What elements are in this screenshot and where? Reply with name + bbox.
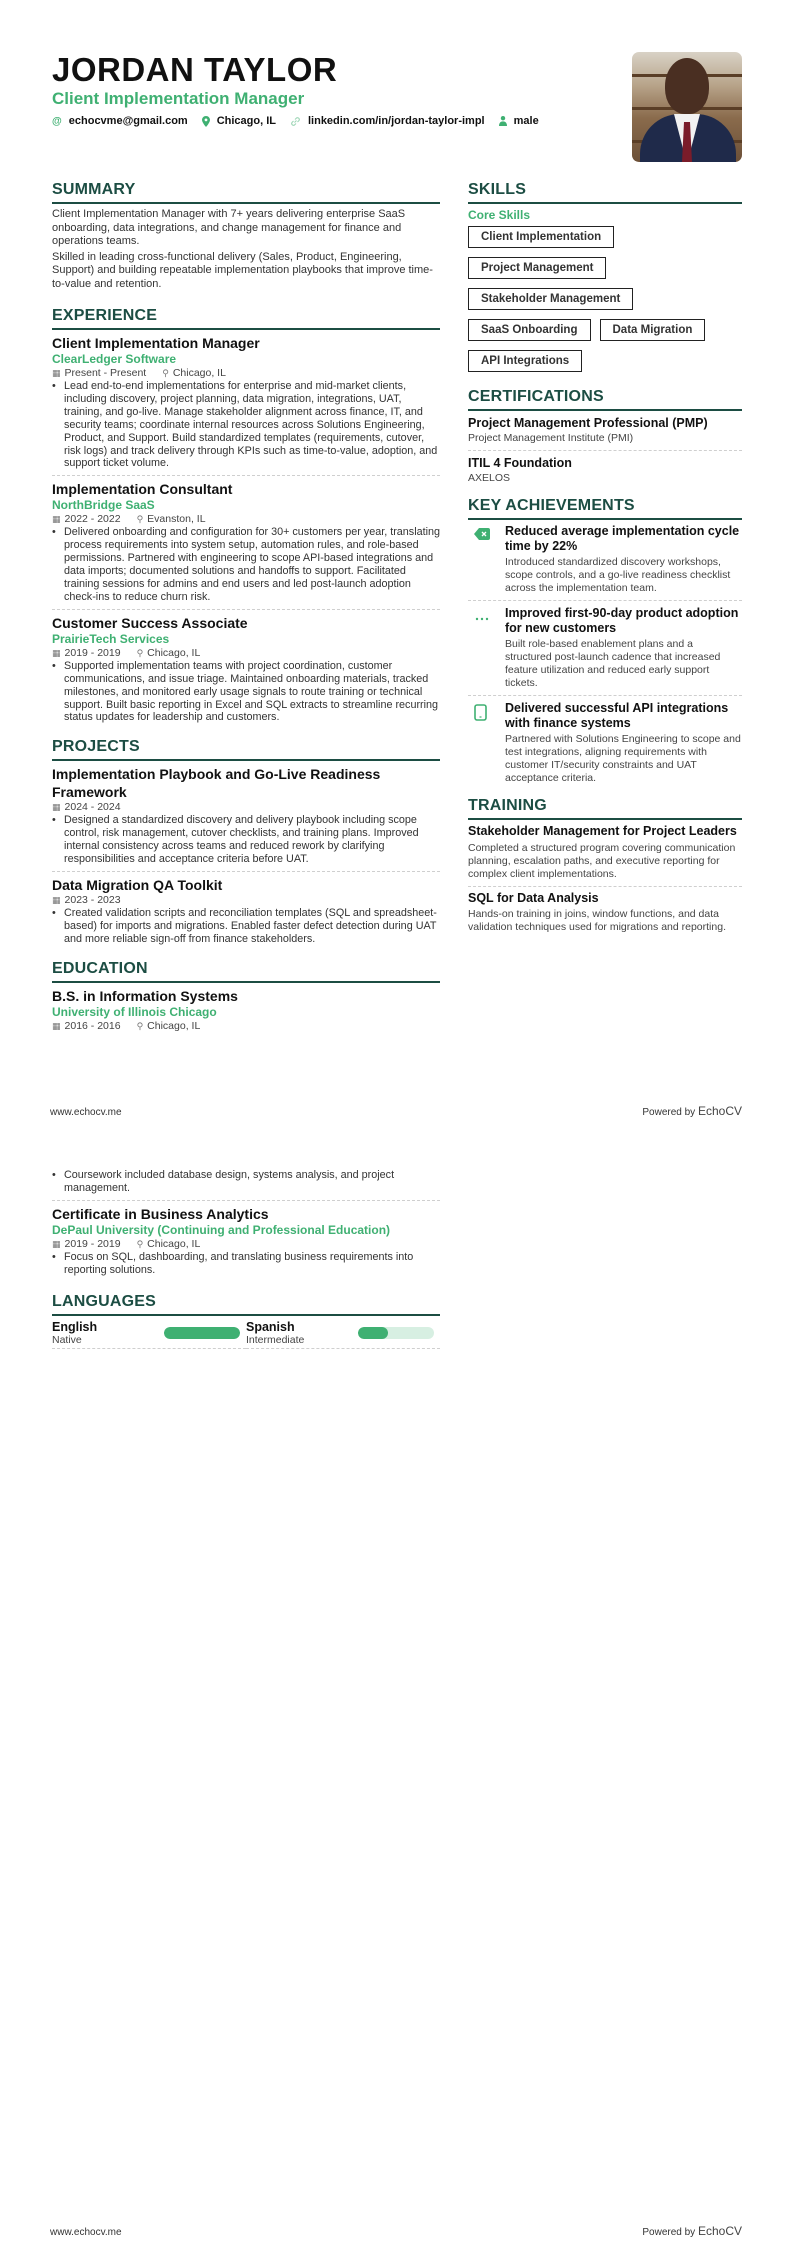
map-pin-icon: ⚲ xyxy=(136,647,144,658)
location: Chicago, IL xyxy=(172,367,226,379)
proficiency-bar xyxy=(164,1327,240,1339)
page-footer xyxy=(50,1104,742,1118)
section-heading: TRAINING xyxy=(468,796,742,820)
language-name: English xyxy=(52,1319,98,1334)
powered-prefix: Powered by xyxy=(642,2227,696,2238)
bullet-item: • Focus on SQL, dashboarding, and translating business requirements into reporting solutions. xyxy=(52,1251,440,1277)
bullet-item: • Lead end-to-end implementations for enterprise and mid-market clients, including discovery, project planning, data migration, integrations, UAT, training, and go-live. Manage stakeholder alignment across finance, IT, and security teams; coordinate internal resources across Solutions Engineering, Product, and Support. Build standardized templates (requirements, cutover, risk logs) and track delivery through KPIs such as time-to-value, adoption, and support ticket volume. xyxy=(52,380,440,470)
at-icon: @ xyxy=(52,115,62,127)
powered-prefix: Powered by xyxy=(642,1107,696,1118)
left-column-continued xyxy=(52,1169,440,1349)
resume-page-2 xyxy=(0,1123,794,2246)
date-range: 2016 - 2016 xyxy=(64,1019,121,1032)
skills-section xyxy=(468,180,742,381)
job-role: Implementation Consultant xyxy=(52,481,233,498)
language-level: Native xyxy=(52,1333,82,1346)
bullet-text: Designed a standardized discovery and delivery playbook including scope control, risk management, cutover checklists, and training plans. Improved internal consistency across teams and reduced rework by clarifying responsibilities and acceptance criteria before UAT. xyxy=(64,814,419,866)
language-item xyxy=(246,1320,440,1349)
brand-name: EchoCV xyxy=(697,1104,742,1118)
calendar-icon: ▦ xyxy=(52,368,61,378)
candidate-title: Client Implementation Manager xyxy=(52,89,305,108)
bullet-item: • Coursework included database design, systems analysis, and project management. xyxy=(52,1169,440,1195)
page-footer xyxy=(50,2224,742,2238)
training-section xyxy=(468,796,742,939)
footer-powered-by xyxy=(642,1104,742,1118)
experience-entry xyxy=(52,614,440,730)
achievement-item xyxy=(468,606,742,696)
profile-photo xyxy=(632,52,742,162)
ellipsis-icon xyxy=(468,606,505,690)
achievement-title: Delivered successful API integrations with finance systems xyxy=(505,701,729,730)
company-name: NorthBridge SaaS xyxy=(52,498,155,513)
experience-entry xyxy=(52,480,440,609)
languages-section xyxy=(52,1292,440,1349)
location: Chicago, IL xyxy=(147,646,201,659)
map-pin-icon: ⚲ xyxy=(136,514,144,525)
proficiency-fill xyxy=(358,1327,388,1339)
skill-tag: Client Implementation xyxy=(468,226,614,248)
contact-row xyxy=(52,115,612,127)
school-name: DePaul University (Continuing and Professional Education) xyxy=(52,1222,391,1237)
bullet-item: • Created validation scripts and reconciliation templates (SQL and spreadsheet-based) for imports and migrations. Enabled faster defect detection during UAT and more reliable sign-off from finance stakeholders. xyxy=(52,907,440,946)
map-pin-icon xyxy=(202,116,210,127)
map-pin-icon: ⚲ xyxy=(162,368,169,378)
company-name: ClearLedger Software xyxy=(52,352,177,366)
education-entry xyxy=(52,1205,440,1282)
experience-entry xyxy=(52,334,440,476)
calendar-icon: ▦ xyxy=(52,514,61,525)
certification-entry xyxy=(468,455,742,490)
company-name: PrairieTech Services xyxy=(52,631,170,646)
calendar-icon: ▦ xyxy=(52,802,61,813)
skills-group-title: Core Skills xyxy=(468,208,531,222)
proficiency-fill xyxy=(164,1327,240,1339)
job-role: Customer Success Associate xyxy=(52,614,248,631)
training-desc: Completed a structured program covering communication planning, escalation paths, and executive reporting for complex client implementations. xyxy=(468,841,736,880)
entry-meta xyxy=(52,894,440,907)
contact-email[interactable] xyxy=(52,115,188,127)
training-desc: Hands-on training in joins, window functions, and data validation techniques used for migrations and reporting. xyxy=(468,908,726,933)
section-heading: EDUCATION xyxy=(52,959,440,983)
achievement-item xyxy=(468,524,742,601)
candidate-name: JORDAN TAYLOR xyxy=(52,51,338,88)
projects-section xyxy=(52,737,440,950)
email-text: echocvme@gmail.com xyxy=(68,115,188,127)
entry-meta xyxy=(52,801,440,814)
bullet-text: Created validation scripts and reconciliation templates (SQL and spreadsheet-based) for imports and migrations. Enabled faster defect detection during UAT and more reliable sign-off from finance stakeholders. xyxy=(64,906,437,945)
training-entry xyxy=(468,891,742,940)
left-column xyxy=(52,180,440,1042)
bullet-item: • Delivered onboarding and configuration for 30+ customers per year, translating process requirements into system setup, automation rules, and role-based permissions. Partnered with engineering to scope API-based integrations and data imports; documented solutions and handoffs to support. Facilitated training sessions for admins and end users and led post-launch adoption check-ins to reduce churn risk. xyxy=(52,526,441,603)
language-list xyxy=(52,1320,440,1349)
bullet-item: • Designed a standardized discovery and delivery playbook including scope control, risk management, cutover checklists, and training plans. Improved internal consistency across teams and reduced rework by clarifying responsibilities and acceptance criteria before UAT. xyxy=(52,814,440,866)
skill-tag: API Integrations xyxy=(468,350,582,372)
bullet-text: Coursework included database design, systems analysis, and project management. xyxy=(64,1169,395,1194)
resume-header xyxy=(52,52,612,127)
bullet-text: Focus on SQL, dashboarding, and translating business requirements into reporting solutions. xyxy=(64,1250,414,1276)
backspace-icon xyxy=(468,524,505,595)
training-title: Stakeholder Management for Project Leaders xyxy=(468,824,737,838)
section-heading: PROJECTS xyxy=(52,737,440,761)
location-text: Chicago, IL xyxy=(216,115,276,127)
entry-meta xyxy=(52,513,440,526)
location: Evanston, IL xyxy=(147,513,206,526)
achievement-desc: Built role-based enablement plans and a structured post-launch cadence that increased feature utilization and reduced early support tickets. xyxy=(505,638,721,689)
section-heading: SKILLS xyxy=(468,180,742,204)
certification-name: ITIL 4 Foundation xyxy=(468,456,572,470)
bullet-text: Delivered onboarding and configuration for 30+ customers per year, translating process requirements into system setup, automation rules, and role-based permissions. Partnered with engineering to scope API-based integrations and data imports; documented solutions and handoffs to support. Facilitated training sessions for admins and end users and led post-launch adoption check-ins to reduce churn risk. xyxy=(64,526,441,603)
training-entry xyxy=(468,824,742,887)
date-range: 2024 - 2024 xyxy=(64,801,121,814)
achievement-title: Improved first-90-day product adoption for new customers xyxy=(505,606,739,635)
entry-meta xyxy=(52,1020,440,1033)
achievement-desc: Partnered with Solutions Engineering to scope and test integrations, aligning requirements with customer IT/security constraints and UAT acceptance criteria. xyxy=(505,733,741,784)
education-section xyxy=(52,959,440,1038)
skill-tag: SaaS Onboarding xyxy=(468,319,591,341)
achievement-title: Reduced average implementation cycle time by 22% xyxy=(505,524,740,553)
education-entry-continued xyxy=(52,1169,440,1201)
training-title: SQL for Data Analysis xyxy=(468,890,599,905)
skill-tag: Project Management xyxy=(468,257,606,279)
date-range: 2022 - 2022 xyxy=(64,513,121,526)
project-entry xyxy=(52,765,440,872)
achievements-section xyxy=(468,496,742,790)
brand-name: EchoCV xyxy=(697,2224,742,2238)
summary-paragraph: Skilled in leading cross-functional delivery (Sales, Product, Engineering, Support) and building repeatable implementation playbooks that improve time-to-value and retention. xyxy=(52,250,433,290)
skill-tag: Stakeholder Management xyxy=(468,288,633,310)
entry-meta xyxy=(52,1238,440,1251)
date-range: 2019 - 2019 xyxy=(64,646,121,659)
degree: B.S. in Information Systems xyxy=(52,987,238,1004)
user-icon xyxy=(499,116,507,126)
certification-issuer: AXELOS xyxy=(468,472,511,484)
calendar-icon: ▦ xyxy=(52,1238,61,1249)
certification-entry xyxy=(468,415,742,451)
language-name: Spanish xyxy=(246,1319,295,1334)
section-heading: EXPERIENCE xyxy=(52,306,440,330)
certification-issuer: Project Management Institute (PMI) xyxy=(468,432,634,444)
skill-tag: Data Migration xyxy=(600,319,706,341)
summary-section xyxy=(52,180,440,291)
contact-gender xyxy=(499,115,539,127)
map-pin-icon: ⚲ xyxy=(136,1020,144,1031)
entry-meta xyxy=(52,647,440,660)
proficiency-bar xyxy=(358,1327,434,1339)
map-pin-icon: ⚲ xyxy=(136,1238,144,1249)
gender-text: male xyxy=(513,115,539,127)
linkedin-text: linkedin.com/in/jordan-taylor-impl xyxy=(307,115,485,127)
date-range: Present - Present xyxy=(64,367,147,379)
achievement-item xyxy=(468,701,742,790)
location: Chicago, IL xyxy=(147,1019,201,1032)
experience-section xyxy=(52,306,440,729)
footer-website[interactable]: www.echocv.me xyxy=(50,1107,122,1118)
date-range: 2023 - 2023 xyxy=(64,893,121,906)
certification-name: Project Management Professional (PMP) xyxy=(468,416,708,430)
footer-powered-by xyxy=(642,2224,742,2238)
calendar-icon: ▦ xyxy=(52,894,61,905)
footer-website[interactable]: www.echocv.me xyxy=(50,2227,122,2238)
certifications-section xyxy=(468,387,742,490)
summary-paragraph: Client Implementation Manager with 7+ years delivering enterprise SaaS onboarding, data integrations, and change management for finance and operations teams. xyxy=(52,208,406,247)
entry-meta xyxy=(52,367,440,380)
project-name: Implementation Playbook and Go-Live Readiness Framework xyxy=(52,766,381,801)
job-role: Client Implementation Manager xyxy=(52,335,260,351)
contact-linkedin[interactable] xyxy=(290,115,485,127)
calendar-icon: ▦ xyxy=(52,1020,61,1031)
date-range: 2019 - 2019 xyxy=(64,1237,121,1250)
skill-tags xyxy=(468,226,742,381)
tablet-icon xyxy=(468,701,505,785)
right-column xyxy=(468,180,742,943)
contact-location xyxy=(202,115,276,127)
language-item xyxy=(52,1320,246,1349)
language-level: Intermediate xyxy=(246,1333,305,1346)
link-icon xyxy=(290,116,301,127)
bullet-text: Lead end-to-end implementations for enterprise and mid-market clients, including discovery, project planning, data migration, integrations, UAT, training, and go-live. Manage stakeholder alignment across finance, IT, and security teams; coordinate internal resources across Solutions Engineering, Product, and Support. Build standardized templates (requirements, cutover, risk logs) and track delivery through KPIs such as time-to-value, adoption, and support ticket volume. xyxy=(64,380,438,470)
location: Chicago, IL xyxy=(147,1237,201,1250)
section-heading: LANGUAGES xyxy=(52,1292,440,1316)
project-name: Data Migration QA Toolkit xyxy=(52,876,223,893)
achievement-desc: Introduced standardized discovery workshops, scope controls, and a go-live readiness checklist across the implementation team. xyxy=(505,556,731,594)
bullet-item: • Supported implementation teams with project coordination, customer communications, and issue triage. Maintained onboarding materials, tracked milestones, and monitored early usage signals to route training or technical support. Built basic reporting in Excel and SQL extracts to streamline recurring status updates for leadership and customers. xyxy=(52,659,439,724)
education-entry xyxy=(52,987,440,1038)
degree: Certificate in Business Analytics xyxy=(52,1205,269,1222)
calendar-icon: ▦ xyxy=(52,647,61,658)
section-heading: SUMMARY xyxy=(52,180,440,204)
project-entry xyxy=(52,876,440,951)
bullet-text: Supported implementation teams with project coordination, customer communications, and issue triage. Maintained onboarding materials, tracked milestones, and monitored early usage signals to route training or technical support. Built basic reporting in Excel and SQL extracts to streamline recurring status updates for leadership and customers. xyxy=(64,659,439,724)
section-heading: KEY ACHIEVEMENTS xyxy=(468,496,742,520)
school-name: University of Illinois Chicago xyxy=(52,1004,217,1019)
section-heading: CERTIFICATIONS xyxy=(468,387,742,411)
